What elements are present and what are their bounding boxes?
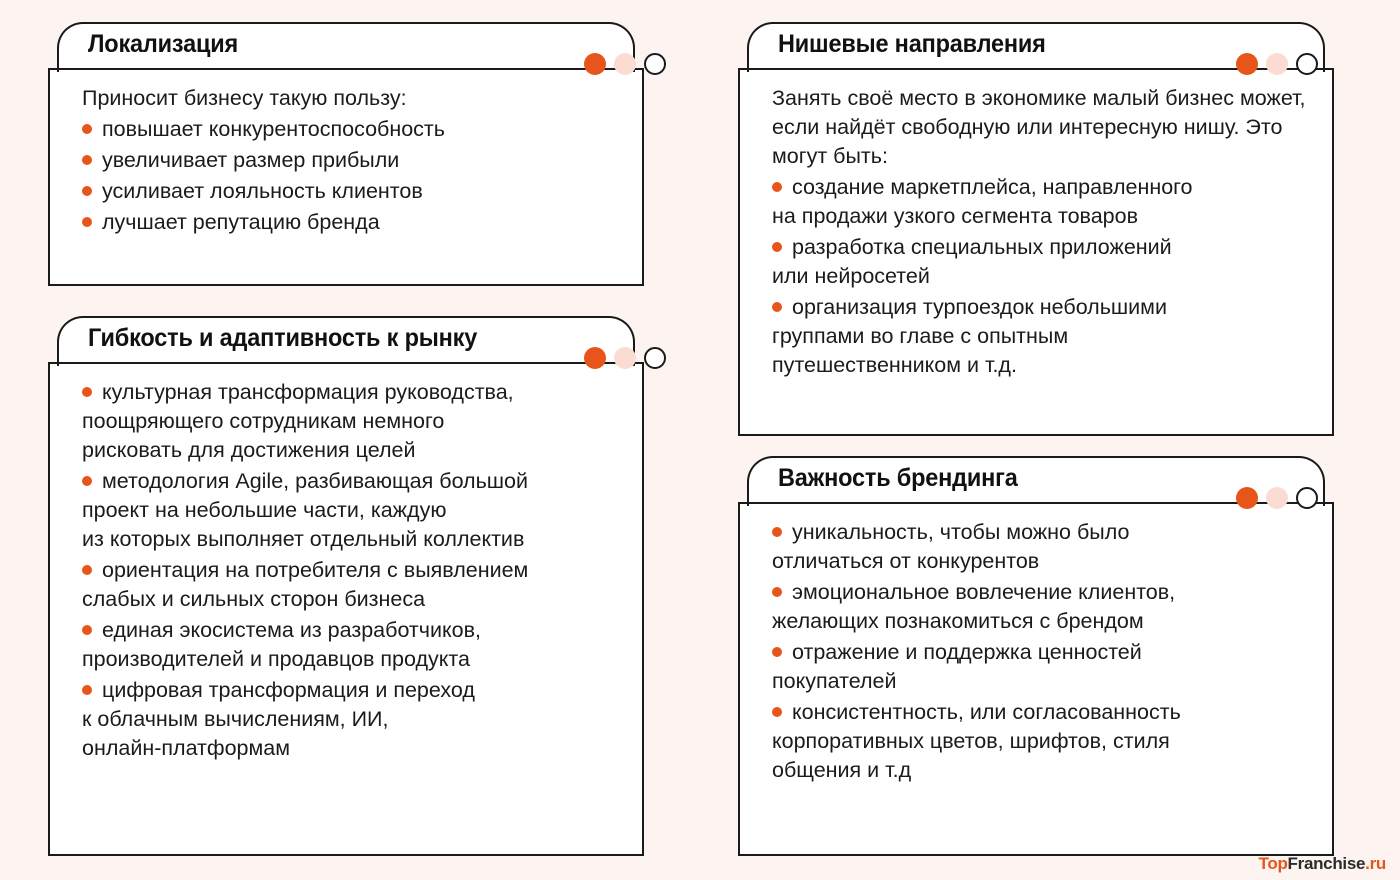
- bullet-list: [80, 378, 618, 763]
- bullet-line: усиливает лояльность клиентов: [102, 179, 423, 203]
- list-item: [80, 208, 618, 237]
- bullet-list: [770, 173, 1308, 380]
- card-content: [738, 504, 1334, 856]
- list-item: [770, 173, 1308, 231]
- dot-outline-icon: [644, 347, 666, 369]
- card-flexibility: [48, 316, 644, 856]
- bullet-line: поощряющего сотрудникам немного: [82, 409, 445, 433]
- card-title: Нишевые направления: [778, 30, 1046, 58]
- list-item: [80, 556, 618, 614]
- bullet-line: путешественником и т.д.: [772, 353, 1017, 377]
- bullet-line: уникальность, чтобы можно было: [792, 520, 1130, 544]
- bullet-line: желающих познакомиться с брендом: [772, 609, 1144, 633]
- bullet-line: единая экосистема из разработчиков,: [102, 618, 481, 642]
- bullet-list: [770, 518, 1308, 785]
- card-lead-text: Приносит бизнесу такую пользу:: [82, 86, 407, 110]
- bullet-line: эмоциональное вовлечение клиентов,: [792, 580, 1176, 604]
- bullet-line: слабых и сильных сторон бизнеса: [82, 587, 426, 611]
- bullet-line: отражение и поддержка ценностей: [792, 640, 1142, 664]
- list-item: [80, 616, 618, 674]
- card-content: [48, 364, 644, 856]
- list-item: [80, 467, 618, 554]
- bullet-line: к облачным вычислениям, ИИ,: [82, 707, 389, 731]
- list-item: [80, 177, 618, 206]
- list-item: [770, 233, 1308, 291]
- bullet-line: онлайн-платформам: [82, 736, 291, 760]
- card-title: Гибкость и адаптивность к рынку: [88, 324, 478, 352]
- bullet-line: или нейросетей: [772, 264, 930, 288]
- bullet-line: методология Agile, разбивающая большой: [102, 469, 529, 493]
- bullet-line: из которых выполняет отдельный коллектив: [82, 527, 525, 551]
- card-content: [48, 70, 644, 286]
- bullet-line: ориентация на потребителя с выявлением: [102, 558, 529, 582]
- bullet-line: корпоративных цветов, шрифтов, стиля: [772, 729, 1170, 753]
- bullet-line: на продажи узкого сегмента товаров: [772, 204, 1139, 228]
- watermark-part-top: Top: [1258, 854, 1288, 873]
- bullet-line: проект на небольшие части, каждую: [82, 498, 447, 522]
- dot-outline-icon: [644, 53, 666, 75]
- bullet-line: разработка специальных приложений: [792, 235, 1172, 259]
- list-item: [770, 638, 1308, 696]
- list-item: [80, 146, 618, 175]
- bullet-line: группами во главе с опытным: [772, 324, 1069, 348]
- list-item: [80, 115, 618, 144]
- bullet-line: консистентность, или согласованность: [792, 700, 1181, 724]
- bullet-line: общения и т.д: [772, 758, 912, 782]
- bullet-line: увеличивает размер прибыли: [102, 148, 400, 172]
- card-localization: [48, 22, 644, 286]
- card-branding: [738, 456, 1334, 856]
- list-item: [770, 518, 1308, 576]
- watermark-logo: [1259, 854, 1386, 874]
- card-niches: [738, 22, 1334, 436]
- watermark-part-mid: Franchise: [1287, 854, 1366, 873]
- bullet-line: отличаться от конкурентов: [772, 549, 1040, 573]
- list-item: [80, 676, 618, 763]
- bullet-line: покупателей: [772, 669, 897, 693]
- bullet-line: рисковать для достижения целей: [82, 438, 416, 462]
- card-title: Локализация: [88, 30, 239, 58]
- list-item: [770, 698, 1308, 785]
- list-item: [770, 578, 1308, 636]
- bullet-line: производителей и продавцов продукта: [82, 647, 470, 671]
- watermark-part-tld: .ru: [1365, 854, 1386, 873]
- card-title: Важность брендинга: [778, 464, 1018, 492]
- bullet-line: лучшает репутацию бренда: [102, 210, 380, 234]
- list-item: [770, 293, 1308, 380]
- bullet-line: цифровая трансформация и переход: [102, 678, 475, 702]
- bullet-line: повышает конкурентоспособность: [102, 117, 445, 141]
- card-content: [738, 70, 1334, 436]
- bullet-line: организация турпоездок небольшими: [792, 295, 1167, 319]
- list-item: [80, 378, 618, 465]
- bullet-line: культурная трансформация руководства,: [102, 380, 514, 404]
- bullet-line: создание маркетплейса, направленного: [792, 175, 1193, 199]
- card-lead-text: Занять своё место в экономике малый бизнес может, если найдёт свободную или интересную нишу. Это могут быть:: [772, 86, 1306, 168]
- bullet-list: [80, 115, 618, 237]
